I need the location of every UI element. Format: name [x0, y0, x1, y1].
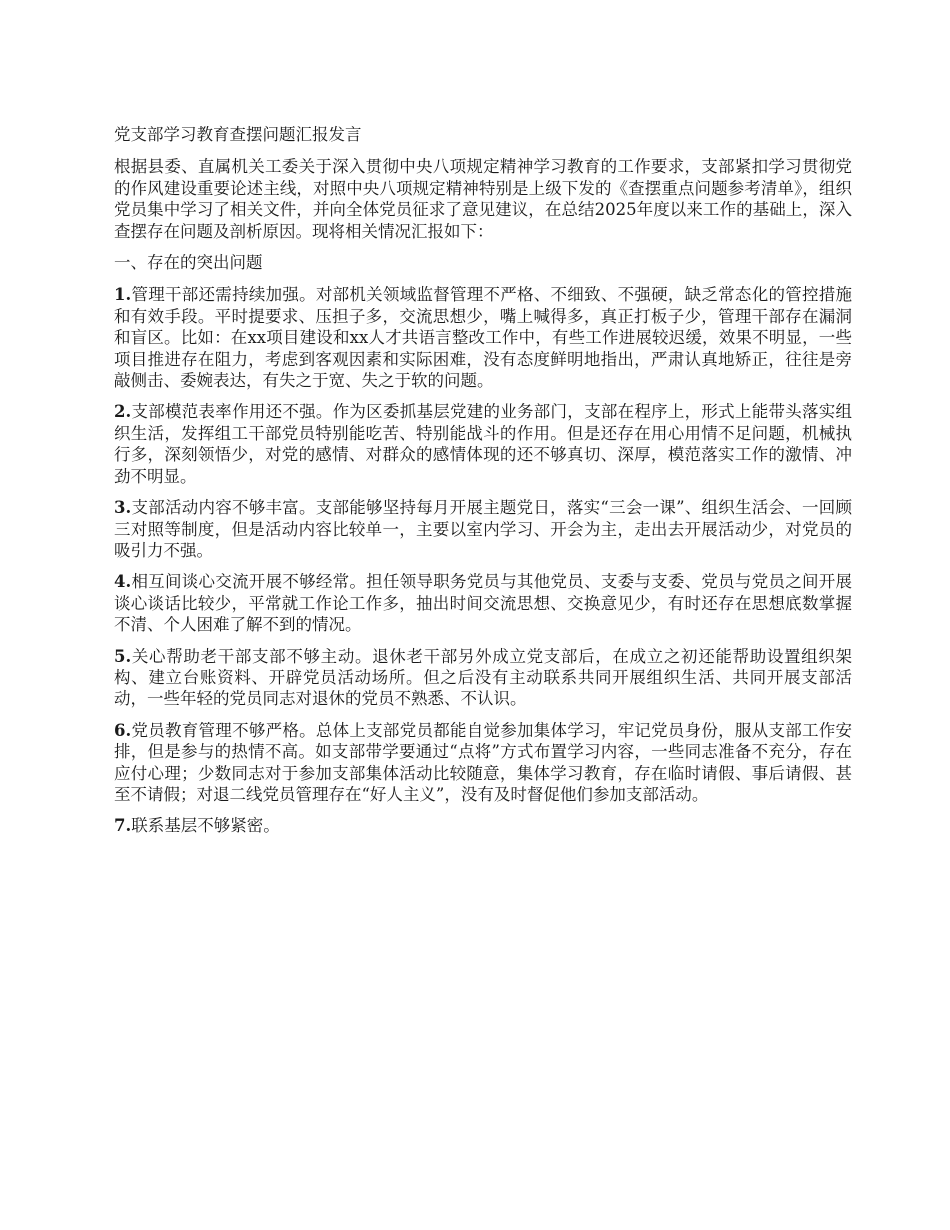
- item-text: 支部模范表率作用还不强。作为区委抓基层党建的业务部门，支部在程序上，形式上能带头落实组织生活，发挥组工干部党员特别能吃苦、特别能战斗的作用。但是还存在用心用情不足问题，机械执行多，深刻领悟少，对党的感情、对群众的感情体现的还不够真切、深厚，模范落实工作的激情、冲劲不明显。: [114, 402, 852, 486]
- item-number: 1.: [114, 285, 132, 305]
- item-number: 4.: [114, 572, 132, 592]
- item-number: 5.: [114, 646, 132, 666]
- document-title: 党支部学习教育查摆问题汇报发言: [114, 125, 362, 144]
- section-heading: 一、存在的突出问题: [114, 253, 263, 273]
- item-text: 关心帮助老干部支部不够主动。退休老干部另外成立党支部后，在成立之初还能帮助设置组织架构、建立台账资料、开辟党员活动场所。但之后没有主动联系共同开展组织生活、共同开展支部活动，一些年轻的党员同志对退休的党员不熟悉、不认识。: [114, 646, 852, 709]
- item-text: 党员教育管理不够严格。总体上支部党员都能自觉参加集体学习，牢记党员身份，服从支部工作安排，但是参与的热情不高。如支部带学要通过“点将”方式布置学习内容，一些同志准备不充分，存在应付心理；少数同志对于参加支部集体活动比较随意，集体学习教育，存在临时请假、事后请假、甚至不请假；对退二线党员管理存在“好人主义”，没有及时督促他们参加支部活动。: [114, 720, 852, 804]
- problem-item-6: [114, 720, 852, 806]
- item-number: 6.: [114, 720, 132, 740]
- problem-item-7: [114, 815, 852, 836]
- item-number: 7.: [114, 816, 132, 836]
- problem-item-1: [114, 284, 852, 391]
- document-body: [114, 124, 852, 847]
- problem-item-3: [114, 497, 852, 561]
- item-number: 2.: [114, 402, 132, 422]
- item-text: 联系基层不够紧密。: [131, 816, 280, 836]
- intro-paragraph: 根据县委、直属机关工委关于深入贯彻中央八项规定精神学习教育的工作要求，支部紧扣学习贯彻党的作风建设重要论述主线，对照中央八项规定精神特别是上级下发的《查摆重点问题参考清单》，组织党员集中学习了相关文件，并向全体党员征求了意见建议，在总结2025年度以来工作的基础上，深入查摆存在问题及剖析原因。现将相关情况汇报如下：: [114, 157, 852, 241]
- problem-item-5: [114, 646, 852, 710]
- item-text: 相互间谈心交流开展不够经常。担任领导职务党员与其他党员、支委与支委、党员与党员之间开展谈心谈话比较少，平常就工作论工作多，抽出时间交流思想、交换意见少，有时还存在思想底数掌握不清、个人困难了解不到的情况。: [114, 572, 852, 635]
- item-number: 3.: [114, 498, 132, 518]
- item-text: 支部活动内容不够丰富。支部能够坚持每月开展主题党日，落实“三会一课”、组织生活会、一回顾三对照等制度，但是活动内容比较单一，主要以室内学习、开会为主，走出去开展活动少，对党员的吸引力不强。: [114, 498, 852, 560]
- item-text: 管理干部还需持续加强。对部机关领域监督管理不严格、不细致、不强硬，缺乏常态化的管控措施和有效手段。平时提要求、压担子多，交流思想少，嘴上喊得多，真正打板子少，管理干部存在漏洞和盲区。比如：在xx项目建设和xx人才共语言整改工作中，有些工作进展较迟缓，效果不明显，一些项目推进存在阻力，考虑到客观因素和实际困难，没有态度鲜明地指出，严肃认真地矫正，往往是旁敲侧击、委婉表达，有失之于宽、失之于软的问题。: [114, 285, 852, 391]
- problem-item-4: [114, 571, 852, 635]
- problem-item-2: [114, 401, 852, 487]
